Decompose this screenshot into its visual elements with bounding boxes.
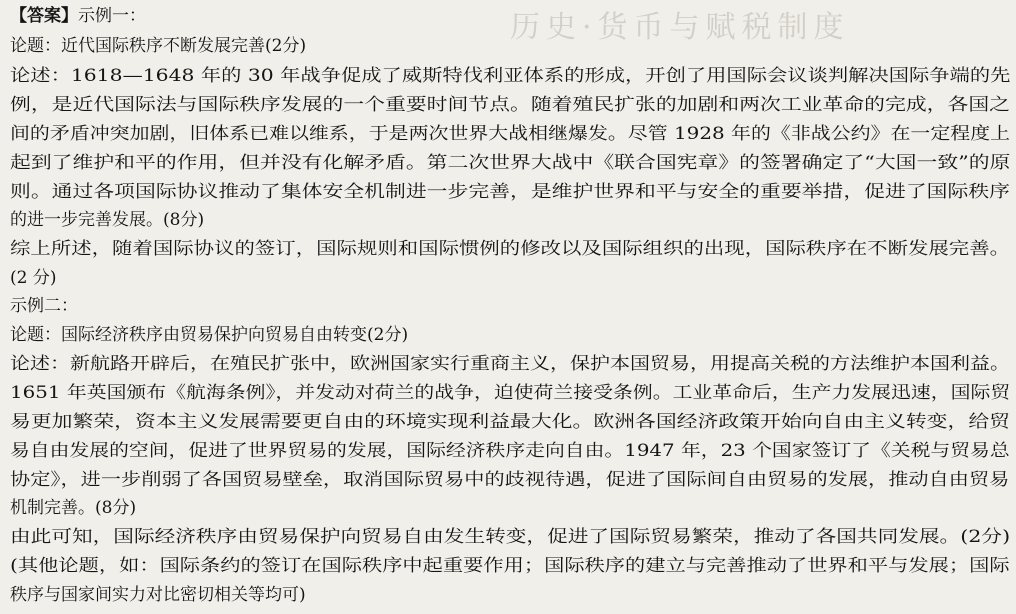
example-1-argument-line-5: 则。通过各项国际协议推动了集体安全机制进一步完善，是维护世界和平与安全的重要举措，促进了国际秩序 — [10, 182, 1011, 202]
example-1-title: 示例一： — [78, 6, 146, 26]
example-2-argument-line-1: 论述：新航路开辟后，在殖民扩张中，欧洲国家实行重商主义，保护本国贸易，用提高关税的方法维护本国利益。 — [10, 354, 1011, 374]
example-2-thesis: 论题：国际经济秩序由贸易保护向贸易自由转变(2分) — [10, 325, 409, 345]
example-1-argument-line-1: 论述：1618—1648 年的 30 年战争促成了威斯特伐利亚体系的形成，开创了用国际会议谈判解决国际争端的先 — [10, 66, 1011, 86]
example-1-conclusion-line-2: (2 分) — [10, 268, 57, 288]
example-1-argument-line-3: 间的矛盾冲突加剧，旧体系已难以维系，于是两次世界大战相继爆发。尽管 1928 年的《非战公约》在一定程度上 — [10, 124, 1011, 144]
other-theses-line-1: (其他论题，如：国际条约的签订在国际秩序中起重要作用；国际秩序的建立与完善推动了世界和平与发展；国际 — [10, 556, 1010, 576]
example-1-thesis: 论题：近代国际秩序不断发展完善(2分) — [10, 36, 307, 56]
example-1-argument-line-4: 起到了维护和平的作用，但并没有化解矛盾。第二次世界大战中《联合国宪章》的签署确定了“大国一致”的原 — [10, 153, 1011, 173]
example-1-argument-line-2: 例，是近代国际法与国际秩序发展的一个重要时间节点。随着殖民扩张的加剧和两次工业革命的完成，各国之 — [10, 95, 1011, 115]
answer-header — [10, 3, 146, 30]
example-2-argument-line-2: 1651 年英国颁布《航海条例》，并发动对荷兰的战争，迫使荷兰接受条例。工业革命后，生产力发展迅速，国际贸 — [10, 383, 1011, 403]
example-2-argument-line-5: 协定》，进一步削弱了各国贸易壁垒，取消国际贸易中的歧视待遇，促进了国际间自由贸易的发展，推动自由贸易 — [10, 470, 1010, 490]
example-2-conclusion: 由此可知，国际经济秩序由贸易保护向贸易自由发生转变，促进了国际贸易繁荣，推动了各国共同发展。(2分) — [10, 527, 1011, 547]
answer-label: 【答案】 — [10, 6, 78, 26]
example-2-argument-line-6: 机制完善。(8分) — [10, 498, 137, 518]
bleed-through-heading: 历史·货币与赋税制度 — [510, 10, 850, 45]
example-1-argument-line-6: 的进一步完善发展。(8分) — [10, 210, 205, 230]
example-2-title: 示例二： — [10, 296, 78, 316]
other-theses-line-2: 秩序与国家间实力对比密切相关等均可) — [10, 585, 306, 605]
example-1-conclusion-line-1: 综上所述，随着国际协议的签订，国际规则和国际惯例的修改以及国际组织的出现，国际秩序在不断发展完善。 — [10, 239, 1011, 259]
example-2-argument-line-4: 易自由发展的空间，促进了世界贸易的发展，国际经济秩序走向自由。1947 年，23 个国家签订了《关税与贸易总 — [10, 441, 1010, 461]
example-2-argument-line-3: 易更加繁荣，资本主义发展需要更自由的环境实现利益最大化。欧洲各国经济政策开始向自由主义转变，给贸 — [10, 412, 1011, 432]
